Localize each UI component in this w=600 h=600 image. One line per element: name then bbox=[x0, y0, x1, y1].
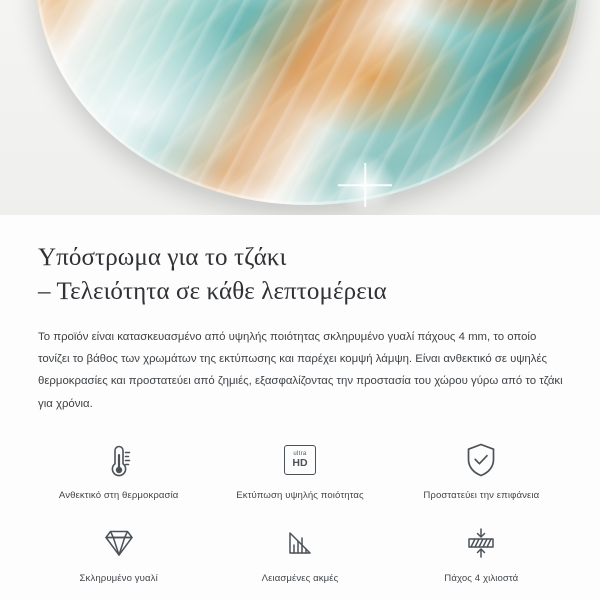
thermometer-icon bbox=[96, 437, 142, 483]
feature-grid bbox=[28, 431, 572, 590]
feature-label: Λειασμένες ακμές bbox=[261, 573, 339, 585]
feature-label: Πάχος 4 χιλιοστά bbox=[444, 573, 519, 585]
page-title bbox=[38, 241, 562, 308]
thickness-arrows-icon bbox=[458, 520, 504, 566]
feature-label: Προστατεύει την επιφάνεια bbox=[423, 489, 540, 501]
ultra-hd-badge-bottom: HD bbox=[292, 457, 308, 470]
diamond-icon bbox=[96, 520, 142, 566]
feature-item bbox=[391, 514, 572, 589]
feature-label: Ανθεκτικό στη θερμοκρασία bbox=[58, 489, 179, 501]
shield-check-icon bbox=[458, 437, 504, 483]
polished-edges-icon bbox=[277, 520, 323, 566]
ultra-hd-badge-top: ultra bbox=[293, 451, 307, 458]
feature-item bbox=[209, 514, 390, 589]
feature-item bbox=[28, 514, 209, 589]
hero-image bbox=[0, 0, 600, 215]
feature-item bbox=[28, 431, 209, 506]
feature-label: Σκληρυμένο γυαλί bbox=[79, 573, 158, 585]
description-paragraph: Το προϊόν είναι κατασκευασμένο από υψηλής ποιότητας σκληρυμένο γυαλί πάχους 4 mm, το οποίο τονίζει το βάθος των χρωμάτων της εκτύπωσης και παρέχει κομψή λάμψη. Είναι ανθεκτικό σε υψηλές θερμοκρασίες και προστατεύει από ζημιές, εξασφαλίζοντας την προστασία του χώρου γύρω από το τζάκι για χρόνια. bbox=[38, 331, 563, 410]
ultra-hd-icon bbox=[277, 437, 323, 483]
headline-line-1: Υπόστρωμα για το τζάκι bbox=[38, 244, 287, 271]
headline-line-2: – Τελειότητα σε κάθε λεπτομέρεια bbox=[38, 277, 387, 305]
feature-label: Εκτύπωση υψηλής ποιότητας bbox=[236, 489, 364, 501]
content-section bbox=[0, 215, 600, 590]
feature-item bbox=[391, 431, 572, 506]
feature-item bbox=[209, 431, 390, 506]
